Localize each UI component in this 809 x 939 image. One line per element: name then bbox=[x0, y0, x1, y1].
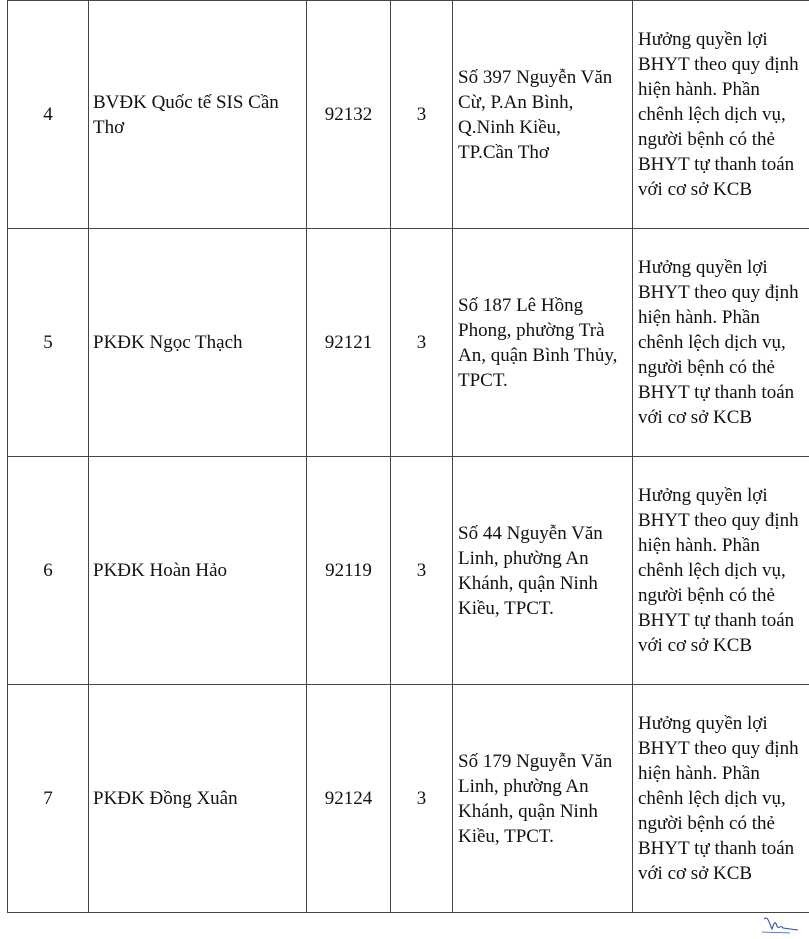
benefit-note-cell bbox=[633, 1, 809, 229]
facility-address: Số 397 Nguyễn Văn Cừ, P.An Bình, Q.Ninh Kiều, TP.Cần Thơ bbox=[458, 66, 613, 163]
benefit-note-cell bbox=[633, 457, 809, 685]
facility-address: Số 187 Lê Hồng Phong, phường Trà An, quận Bình Thủy, TPCT. bbox=[458, 294, 618, 391]
benefit-note-cell bbox=[633, 685, 809, 913]
row-number: 6 bbox=[8, 457, 89, 685]
signature-underline bbox=[762, 932, 790, 933]
table-row bbox=[8, 457, 809, 685]
row-number: 7 bbox=[8, 685, 89, 913]
facility-name: PKĐK Hoàn Hảo bbox=[93, 560, 228, 581]
table-row bbox=[8, 685, 809, 913]
facility-name-cell bbox=[89, 685, 307, 913]
facility-address: Số 179 Nguyễn Văn Linh, phường An Khánh, quận Ninh Kiều, TPCT. bbox=[458, 750, 613, 847]
facility-code: 92121 bbox=[307, 229, 391, 457]
facility-table bbox=[7, 0, 809, 913]
facility-name: PKĐK Đồng Xuân bbox=[93, 788, 238, 809]
facility-name-cell bbox=[89, 229, 307, 457]
facility-level: 3 bbox=[391, 685, 453, 913]
benefit-note: Hưởng quyền lợi BHYT theo quy định hiện hành. Phần chênh lệch dịch vụ, người bệnh có thẻ BHYT tự thanh toán với cơ sở KCB bbox=[638, 485, 799, 656]
facility-code: 92132 bbox=[307, 1, 391, 229]
facility-address-cell bbox=[453, 1, 633, 229]
row-number: 4 bbox=[8, 1, 89, 229]
facility-address: Số 44 Nguyễn Văn Linh, phường An Khánh, quận Ninh Kiều, TPCT. bbox=[458, 522, 603, 619]
facility-name: BVĐK Quốc tế SIS Cần Thơ bbox=[93, 91, 279, 138]
benefit-note-cell bbox=[633, 229, 809, 457]
table-row bbox=[8, 1, 809, 229]
signature-mark bbox=[760, 911, 800, 937]
facility-code: 92124 bbox=[307, 685, 391, 913]
signature-stroke bbox=[764, 918, 798, 930]
benefit-note: Hưởng quyền lợi BHYT theo quy định hiện hành. Phần chênh lệch dịch vụ, người bệnh có thẻ BHYT tự thanh toán với cơ sở KCB bbox=[638, 257, 799, 428]
facility-address-cell bbox=[453, 229, 633, 457]
facility-level: 3 bbox=[391, 1, 453, 229]
facility-code: 92119 bbox=[307, 457, 391, 685]
facility-name: PKĐK Ngọc Thạch bbox=[93, 332, 243, 353]
row-number: 5 bbox=[8, 229, 89, 457]
facility-address-cell bbox=[453, 457, 633, 685]
benefit-note: Hưởng quyền lợi BHYT theo quy định hiện hành. Phần chênh lệch dịch vụ, người bệnh có thẻ BHYT tự thanh toán với cơ sở KCB bbox=[638, 29, 799, 200]
facility-level: 3 bbox=[391, 229, 453, 457]
facility-level: 3 bbox=[391, 457, 453, 685]
facility-name-cell bbox=[89, 1, 307, 229]
facility-name-cell bbox=[89, 457, 307, 685]
facility-address-cell bbox=[453, 685, 633, 913]
benefit-note: Hưởng quyền lợi BHYT theo quy định hiện hành. Phần chênh lệch dịch vụ, người bệnh có thẻ BHYT tự thanh toán với cơ sở KCB bbox=[638, 713, 799, 884]
table-row bbox=[8, 229, 809, 457]
